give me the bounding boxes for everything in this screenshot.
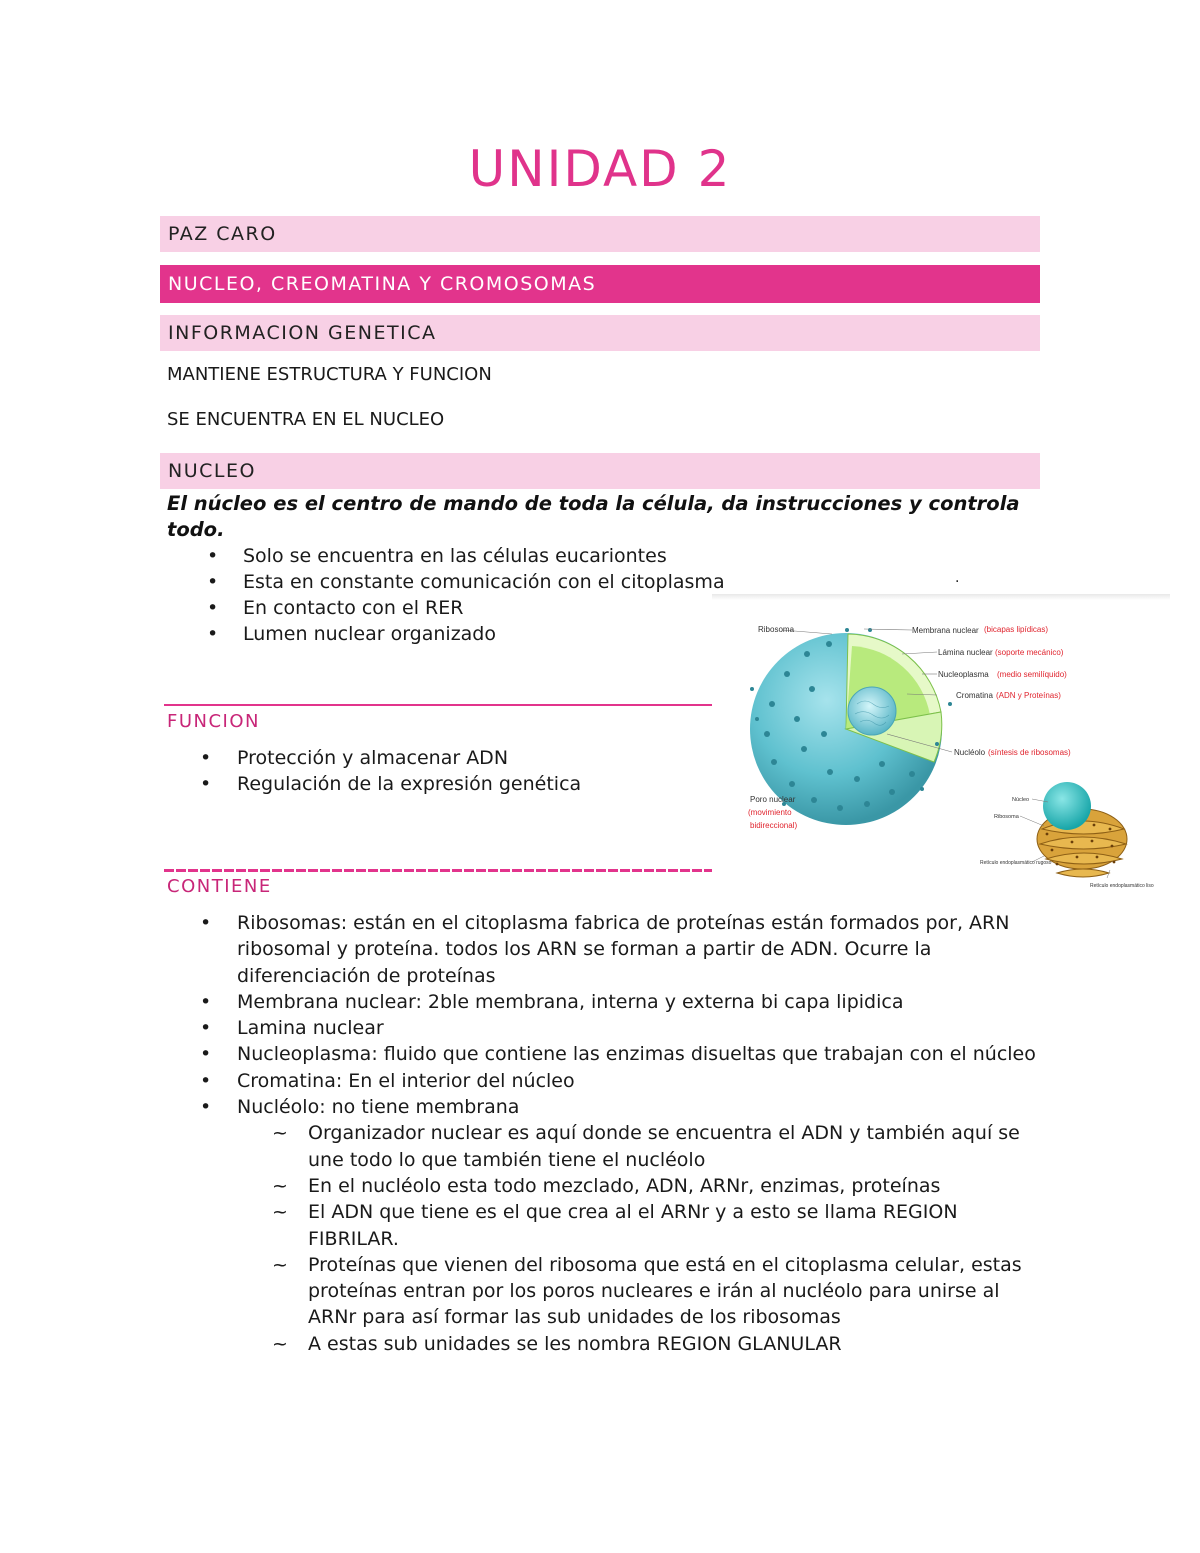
tilde-icon: ~ (272, 1253, 288, 1276)
bullet-icon: • (200, 747, 212, 769)
list-item-text: Protección y almacenar ADN (237, 747, 509, 769)
lamina-note: (soporte mecánico) (995, 648, 1064, 657)
nucleoplasma-label: Nucleoplasma (938, 670, 989, 679)
list-item (167, 771, 581, 797)
sub-list-item (160, 1252, 1040, 1331)
tilde-icon: ~ (272, 1122, 288, 1145)
sub-list-item (160, 1199, 1040, 1252)
bullet-icon: • (200, 1043, 212, 1066)
poro-note-1: (movimiento (748, 808, 792, 817)
lamina-label: Lámina nuclear (938, 648, 993, 657)
tilde-icon: ~ (272, 1332, 288, 1355)
funcion-heading: FUNCION (167, 711, 261, 732)
membrana-label: Membrana nuclear (912, 626, 979, 635)
list-item-text: Nucléolo: no tiene membrana (237, 1096, 520, 1119)
list-item (167, 595, 725, 621)
nucleo-small-label: Núcleo (1012, 797, 1030, 803)
funcion-rule (164, 704, 712, 706)
nucleolo-sublist (237, 1120, 1040, 1357)
rel-label: Retículo endoplasmático liso (1090, 883, 1154, 889)
sub-list-item (160, 1331, 1040, 1357)
sub-list-item-text: Proteínas que vienen del ribosoma que está en el citoplasma celular, estas proteínas entran por los poros nucleares e irán al nucléolo para unirse al ARNr para así formar las sub unidades de los ribosomas (308, 1253, 1022, 1329)
ribosoma-small-label: Ribosoma (994, 814, 1019, 820)
nucleo-list (167, 543, 725, 647)
ribosoma-label: Ribosoma (758, 625, 795, 634)
list-item (160, 1068, 1040, 1094)
list-item-text: Esta en constante comunicación con el citoplasma (243, 571, 725, 593)
list-item (167, 745, 581, 771)
rer-label: Retículo endoplasmático rugoso (980, 860, 1052, 866)
list-item (167, 569, 725, 595)
nucleus-diagram (712, 594, 1170, 894)
bullet-icon: • (207, 545, 219, 567)
list-item (167, 543, 725, 569)
sub-list-item-text: En el nucléolo esta todo mezclado, ADN, ARNr, enzimas, proteínas (308, 1174, 941, 1197)
nucleolo-note: (síntesis de ribosomas) (988, 748, 1071, 757)
bullet-icon: • (200, 1017, 212, 1040)
poro-note-2: bidireccional) (750, 821, 798, 830)
info-line-1: MANTIENE ESTRUCTURA Y FUNCION (167, 364, 492, 385)
nucleoplasma-note: (medio semilíquido) (997, 670, 1067, 679)
nucleolus (848, 687, 896, 735)
list-item-text: Cromatina: En el interior del núcleo (237, 1069, 575, 1092)
list-item-text: Membrana nuclear: 2ble membrana, interna y externa bi capa lipidica (237, 990, 904, 1013)
nucleolo-label: Nucléolo (954, 748, 986, 757)
list-item-text: Lumen nuclear organizado (243, 623, 496, 645)
funcion-list (167, 745, 581, 797)
list-item (160, 1094, 1040, 1357)
stray-dot: . (955, 570, 960, 586)
list-item-text: Lamina nuclear (237, 1017, 384, 1040)
sub-list-item-text: A estas sub unidades se les nombra REGION GLANULAR (308, 1332, 842, 1355)
list-item-text: Nucleoplasma: fluido que contiene las enzimas disueltas que trabajan con el núcleo (237, 1043, 1036, 1066)
bullet-icon: • (200, 773, 212, 795)
cromatina-note: (ADN y Proteínas) (996, 691, 1061, 700)
tilde-icon: ~ (272, 1174, 288, 1197)
contiene-heading: CONTIENE (167, 876, 272, 897)
contiene-list (160, 910, 1040, 1357)
bullet-icon: • (200, 1069, 212, 1092)
list-item-text: Ribosomas: están en el citoplasma fabrica de proteínas están formados por, ARN ribosomal y proteína. todos los ARN se forman a partir de ADN. Ocurre la diferenciación de proteínas (237, 912, 1010, 987)
nucleo-band: NUCLEO (160, 453, 1040, 489)
bullet-icon: • (207, 571, 219, 593)
bullet-icon: • (200, 990, 212, 1013)
list-item (160, 989, 1040, 1015)
sub-list-item (160, 1173, 1040, 1199)
list-item-text: Solo se encuentra en las células eucariontes (243, 545, 667, 567)
sub-list-item (160, 1120, 1040, 1173)
sub-list-item-text: El ADN que tiene es el que crea al el ARNr y a esto se llama REGION FIBRILAR. (308, 1201, 958, 1250)
sub-list-item-text: Organizador nuclear es aquí donde se encuentra el ADN y también aquí se une todo lo que también tiene el nucléolo (308, 1122, 1020, 1171)
topic-band: NUCLEO, CREOMATINA Y CROMOSOMAS (160, 265, 1040, 303)
poro-label: Poro nuclear (750, 795, 796, 804)
page-title: UNIDAD 2 (468, 140, 732, 198)
nucleo-lead: El núcleo es el centro de mando de toda la célula, da instrucciones y controla todo. (167, 492, 1020, 541)
list-item-text: En contacto con el RER (243, 597, 464, 619)
contiene-rule (164, 869, 712, 872)
list-item (160, 1015, 1040, 1041)
list-item (167, 621, 725, 647)
info-band: INFORMACION GENETICA (160, 315, 1040, 351)
bullet-icon: • (200, 912, 212, 934)
membrana-note: (bicapas lipídicas) (984, 625, 1049, 634)
bullet-icon: • (207, 597, 219, 619)
list-item (160, 910, 1040, 989)
info-line-2: SE ENCUENTRA EN EL NUCLEO (167, 409, 445, 430)
list-item-text: Regulación de la expresión genética (237, 773, 582, 795)
cromatina-label: Cromatina (956, 691, 993, 700)
tilde-icon: ~ (272, 1201, 288, 1224)
bullet-icon: • (207, 623, 219, 645)
list-item (160, 1041, 1040, 1067)
author-band: PAZ CARO (160, 216, 1040, 252)
bullet-icon: • (200, 1096, 212, 1119)
